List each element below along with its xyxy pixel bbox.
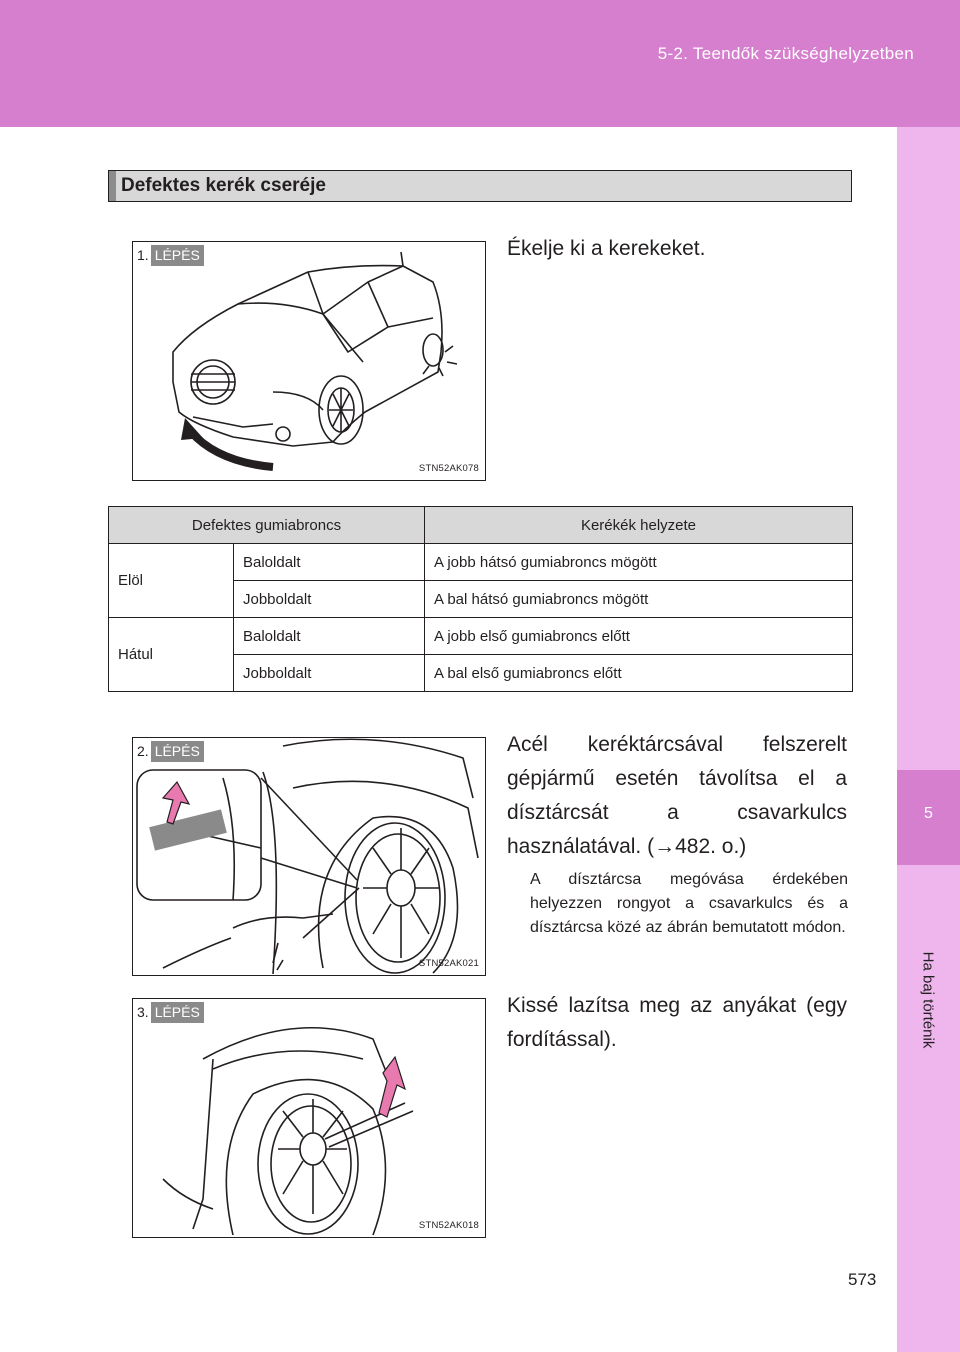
table-cell-side: Jobboldalt — [234, 581, 425, 618]
figure-code: STN52AK018 — [418, 1220, 479, 1231]
step-2-number: 2. — [134, 741, 151, 762]
section-heading: Defektes kerék cseréje — [108, 170, 852, 202]
table-header-cell: Defektes gumiabroncs — [109, 507, 425, 544]
figure-code: STN52AK078 — [418, 463, 479, 474]
figure-step-3 — [132, 998, 486, 1238]
step-3-badge — [134, 1002, 204, 1023]
step-3-instruction: Kissé lazítsa meg az anyákat (egy fordítással). — [507, 994, 847, 1051]
page-number: 573 — [848, 1270, 877, 1289]
table-cell-chock: A jobb hátsó gumiabroncs mögött — [425, 544, 853, 581]
nut-loosening-illustration — [133, 999, 486, 1238]
table-cell-side: Baloldalt — [234, 618, 425, 655]
step-3-number: 3. — [134, 1002, 151, 1023]
figure-code: STN52AK021 — [418, 958, 479, 969]
chapter-number: 5 — [924, 805, 933, 822]
step-1-label: LÉPÉS — [151, 245, 204, 266]
header-title: 5-2. Teendők szükséghelyzetben — [657, 44, 914, 63]
wheel-chock-table — [108, 506, 853, 692]
step-1-number: 1. — [134, 245, 151, 266]
car-chocking-illustration — [133, 242, 486, 481]
table-row — [109, 544, 853, 581]
step-2-badge — [134, 741, 204, 762]
table-cell-chock: A jobb első gumiabroncs előtt — [425, 618, 853, 655]
wheel-cap-removal-illustration — [133, 738, 486, 976]
table-header-row — [109, 507, 853, 544]
chapter-label: Ha baj történik — [919, 951, 937, 1049]
table-header-cell: Kerékék helyzete — [425, 507, 853, 544]
step-2-note: A dísztárcsa megóvása érdekében helyezzen rongyot a csavarkulcs és a dísztárcsa közé az ábrán bemutatott módon. — [530, 871, 848, 936]
table-cell-position: Hátul — [109, 618, 234, 692]
table-cell-side: Baloldalt — [234, 544, 425, 581]
step-1-instruction: Ékelje ki a kerekeket. — [507, 237, 706, 260]
table-cell-chock: A bal első gumiabroncs előtt — [425, 655, 853, 692]
table-cell-position: Elöl — [109, 544, 234, 618]
table-cell-side: Jobboldalt — [234, 655, 425, 692]
figure-step-2 — [132, 737, 486, 976]
step-1-badge — [134, 245, 204, 266]
step-3-label: LÉPÉS — [151, 1002, 204, 1023]
step-2-label: LÉPÉS — [151, 741, 204, 762]
table-row — [109, 618, 853, 655]
table-cell-chock: A bal hátsó gumiabroncs mögött — [425, 581, 853, 618]
chapter-side-tab — [897, 127, 960, 1352]
figure-step-1 — [132, 241, 486, 481]
step-2-instruction: Acél keréktárcsával felszerelt gépjármű esetén távolítsa el a dísztárcsát a csavarkulcs használatával. (→482. o.) — [507, 733, 847, 858]
